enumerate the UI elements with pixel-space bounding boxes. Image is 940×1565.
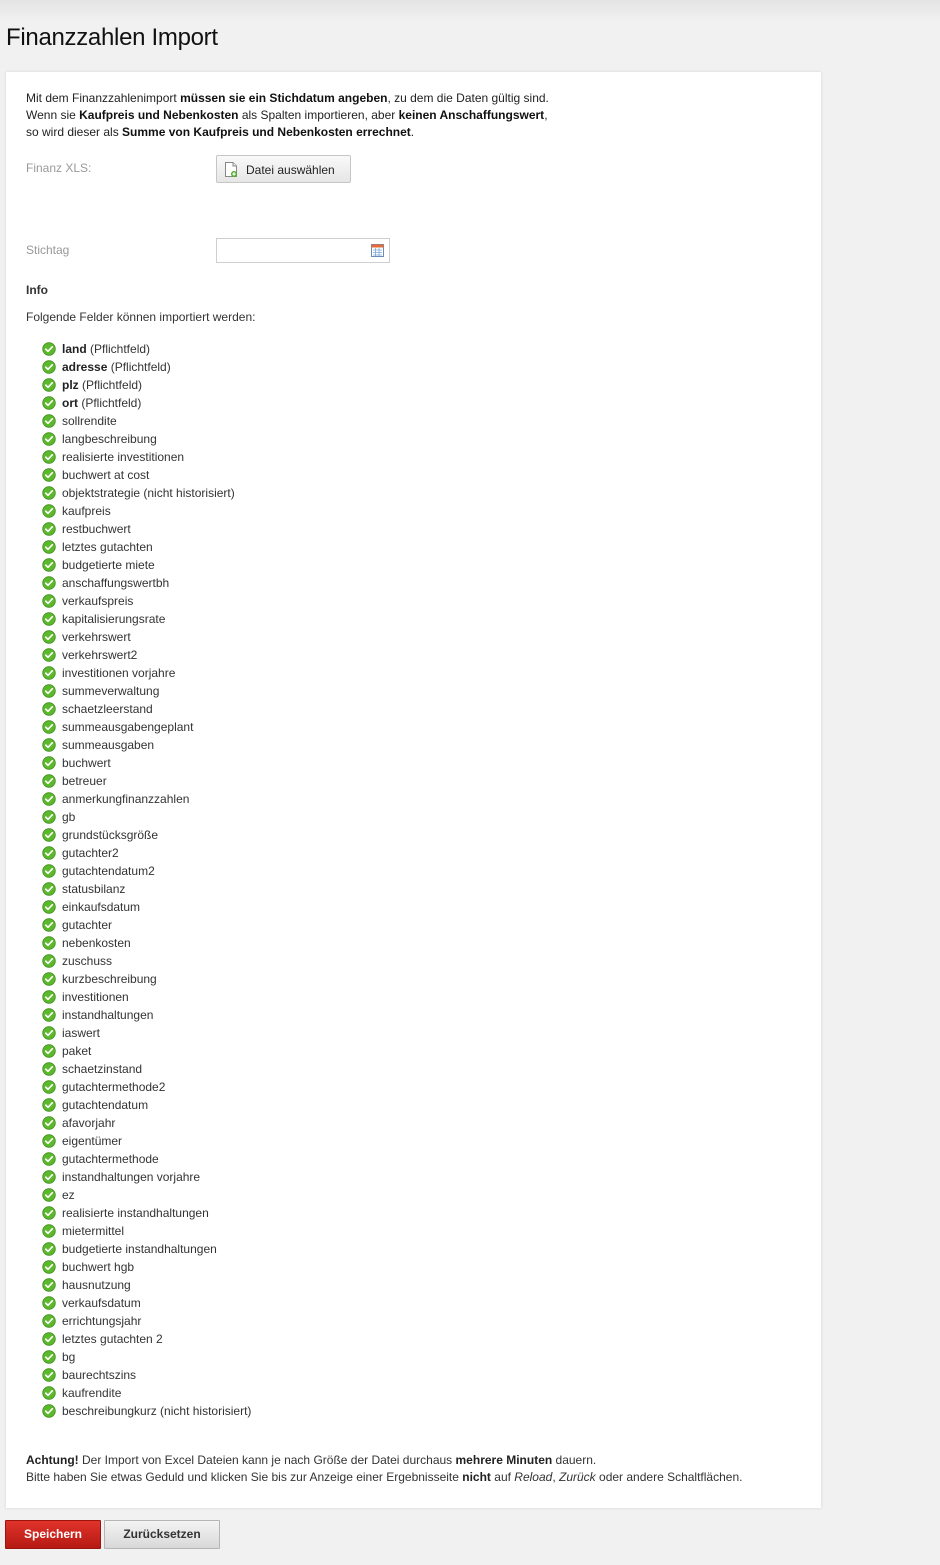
check-circle-icon <box>42 738 56 752</box>
field-item <box>42 718 251 736</box>
field-name: iaswert <box>62 1026 101 1040</box>
field-item <box>42 592 251 610</box>
field-item <box>42 1024 251 1042</box>
choose-file-label: Datei auswählen <box>246 163 335 177</box>
field-item <box>42 1366 251 1384</box>
check-circle-icon <box>42 378 56 392</box>
field-name: eigentümer <box>62 1134 123 1148</box>
date-label: Stichtag <box>26 243 70 257</box>
add-file-icon <box>225 162 237 177</box>
check-circle-icon <box>42 684 56 698</box>
field-name: baurechtszins <box>62 1368 137 1382</box>
field-name: restbuchwert <box>62 522 131 536</box>
field-item <box>42 556 251 574</box>
field-required-note: (Pflichtfeld) <box>78 396 142 410</box>
check-circle-icon <box>42 648 56 662</box>
field-name: kaufpreis <box>62 504 111 518</box>
field-item <box>42 1312 251 1330</box>
field-item <box>42 1078 251 1096</box>
field-item <box>42 1150 251 1168</box>
check-circle-icon <box>42 1350 56 1364</box>
field-item <box>42 934 251 952</box>
field-name: budgetierte instandhaltungen <box>62 1242 217 1256</box>
check-circle-icon <box>42 504 56 518</box>
check-circle-icon <box>42 414 56 428</box>
check-circle-icon <box>42 756 56 770</box>
field-name: gutachtermethode2 <box>62 1080 166 1094</box>
check-circle-icon <box>42 702 56 716</box>
check-circle-icon <box>42 450 56 464</box>
field-item <box>42 430 251 448</box>
check-circle-icon <box>42 1224 56 1238</box>
check-circle-icon <box>42 576 56 590</box>
field-name: letztes gutachten <box>62 540 153 554</box>
check-circle-icon <box>42 1278 56 1292</box>
field-item <box>42 1204 251 1222</box>
check-circle-icon <box>42 1044 56 1058</box>
field-item <box>42 1168 251 1186</box>
field-name: kurzbeschreibung <box>62 972 157 986</box>
field-name: verkaufsdatum <box>62 1296 141 1310</box>
check-circle-icon <box>42 972 56 986</box>
field-name: ez <box>62 1188 75 1202</box>
field-item <box>42 610 251 628</box>
choose-file-button[interactable] <box>216 155 351 183</box>
field-item <box>42 862 251 880</box>
field-item <box>42 772 251 790</box>
field-name: betreuer <box>62 774 107 788</box>
field-item <box>42 826 251 844</box>
field-name: verkaufspreis <box>62 594 134 608</box>
field-name: sollrendite <box>62 414 117 428</box>
field-item <box>42 376 251 394</box>
field-name: buchwert <box>62 756 111 770</box>
check-circle-icon <box>42 792 56 806</box>
check-circle-icon <box>42 936 56 950</box>
check-circle-icon <box>42 594 56 608</box>
check-circle-icon <box>42 1152 56 1166</box>
check-circle-icon <box>42 720 56 734</box>
check-circle-icon <box>42 1098 56 1112</box>
check-circle-icon <box>42 882 56 896</box>
field-name: realisierte investitionen <box>62 450 185 464</box>
field-required-note: (Pflichtfeld) <box>107 360 171 374</box>
field-name: realisierte instandhaltungen <box>62 1206 209 1220</box>
field-item <box>42 628 251 646</box>
field-name: mietermittel <box>62 1224 125 1238</box>
reset-button[interactable]: Zurücksetzen <box>104 1520 220 1549</box>
field-name: hausnutzung <box>62 1278 131 1292</box>
field-name: verkehrswert2 <box>62 648 138 662</box>
date-input[interactable] <box>220 240 364 263</box>
field-name: investitionen vorjahre <box>62 666 176 680</box>
field-name: verkehrswert <box>62 630 131 644</box>
check-circle-icon <box>42 1368 56 1382</box>
field-item <box>42 502 251 520</box>
check-circle-icon <box>42 630 56 644</box>
intro-line-2: Wenn sie Kaufpreis und Nebenkosten als Spalten importieren, aber keinen Anschaffungswert, <box>26 108 548 122</box>
field-name: summeausgabengeplant <box>62 720 194 734</box>
info-heading: Info <box>26 283 48 297</box>
file-label: Finanz XLS: <box>26 161 92 175</box>
field-name: nebenkosten <box>62 936 131 950</box>
field-name: schaetzinstand <box>62 1062 143 1076</box>
date-field <box>216 238 390 263</box>
save-button[interactable]: Speichern <box>5 1520 101 1549</box>
check-circle-icon <box>42 1008 56 1022</box>
field-item <box>42 358 251 376</box>
field-name: gutachter <box>62 918 113 932</box>
field-name: gutachtermethode <box>62 1152 159 1166</box>
field-name: langbeschreibung <box>62 432 157 446</box>
field-item <box>42 682 251 700</box>
field-name: schaetzleerstand <box>62 702 153 716</box>
check-circle-icon <box>42 918 56 932</box>
field-name: statusbilanz <box>62 882 126 896</box>
field-item <box>42 754 251 772</box>
field-item <box>42 970 251 988</box>
field-name: gb <box>62 810 76 824</box>
field-item <box>42 844 251 862</box>
field-name: budgetierte miete <box>62 558 155 572</box>
field-item <box>42 412 251 430</box>
field-item <box>42 808 251 826</box>
check-circle-icon <box>42 540 56 554</box>
field-item <box>42 664 251 682</box>
field-name: gutachtendatum2 <box>62 864 155 878</box>
check-circle-icon <box>42 846 56 860</box>
intro-line-3: so wird dieser als Summe von Kaufpreis und Nebenkosten errechnet. <box>26 125 415 139</box>
field-item <box>42 880 251 898</box>
field-item <box>42 646 251 664</box>
intro-line-1: Mit dem Finanzzahlenimport müssen sie ein Stichdatum angeben, zu dem die Daten gültig sind. <box>26 91 549 105</box>
check-circle-icon <box>42 1062 56 1076</box>
field-name: anschaffungswertbh <box>62 576 170 590</box>
field-name: afavorjahr <box>62 1116 116 1130</box>
field-name: einkaufsdatum <box>62 900 141 914</box>
intro-text <box>26 90 806 141</box>
field-item <box>42 520 251 538</box>
field-item <box>42 1060 251 1078</box>
field-name: summeausgaben <box>62 738 155 752</box>
field-item <box>42 484 251 502</box>
field-item <box>42 466 251 484</box>
check-circle-icon <box>42 666 56 680</box>
field-item <box>42 1096 251 1114</box>
field-item <box>42 916 251 934</box>
field-item <box>42 1402 251 1420</box>
field-item <box>42 1114 251 1132</box>
field-required-note: (Pflichtfeld) <box>86 342 151 356</box>
field-item <box>42 448 251 466</box>
field-name: bg <box>62 1350 76 1364</box>
field-name: investitionen <box>62 990 129 1004</box>
field-name: instandhaltungen vorjahre <box>62 1170 201 1184</box>
field-name: adresse <box>62 360 108 374</box>
warning-line-1: Achtung! Der Import von Excel Dateien kann je nach Größe der Datei durchaus mehrere Minuten dauern. <box>26 1453 597 1467</box>
field-name: plz <box>62 378 79 392</box>
check-circle-icon <box>42 774 56 788</box>
field-item <box>42 1222 251 1240</box>
check-circle-icon <box>42 828 56 842</box>
field-name: zuschuss <box>62 954 113 968</box>
field-item <box>42 340 251 358</box>
check-circle-icon <box>42 1296 56 1310</box>
check-circle-icon <box>42 1134 56 1148</box>
field-item <box>42 1330 251 1348</box>
check-circle-icon <box>42 864 56 878</box>
fields-intro: Folgende Felder können importiert werden: <box>26 310 256 324</box>
field-name: kaufrendite <box>62 1386 122 1400</box>
field-item <box>42 1186 251 1204</box>
field-item <box>42 574 251 592</box>
check-circle-icon <box>42 1188 56 1202</box>
field-item <box>42 988 251 1006</box>
check-circle-icon <box>42 1206 56 1220</box>
field-required-note: (Pflichtfeld) <box>78 378 143 392</box>
check-circle-icon <box>42 1026 56 1040</box>
field-name: gutachtendatum <box>62 1098 149 1112</box>
field-item <box>42 1276 251 1294</box>
field-item <box>42 1006 251 1024</box>
field-name: ort <box>62 396 78 410</box>
field-name: instandhaltungen <box>62 1008 154 1022</box>
warning-line-2: Bitte haben Sie etwas Geduld und klicken Sie bis zur Anzeige einer Ergebnisseite nicht auf Reload, Zurück oder andere Schaltflächen. <box>26 1470 743 1484</box>
check-circle-icon <box>42 1080 56 1094</box>
check-circle-icon <box>42 1332 56 1346</box>
check-circle-icon <box>42 1242 56 1256</box>
field-name: objektstrategie (nicht historisiert) <box>62 486 235 500</box>
field-item <box>42 1240 251 1258</box>
field-item <box>42 538 251 556</box>
field-item <box>42 898 251 916</box>
field-item <box>42 1384 251 1402</box>
field-item <box>42 790 251 808</box>
check-circle-icon <box>42 1170 56 1184</box>
field-name: summeverwaltung <box>62 684 160 698</box>
field-name: kapitalisierungsrate <box>62 612 166 626</box>
check-circle-icon <box>42 1386 56 1400</box>
field-name: land <box>62 342 87 356</box>
check-circle-icon <box>42 954 56 968</box>
field-name: errichtungsjahr <box>62 1314 142 1328</box>
field-item <box>42 1348 251 1366</box>
calendar-icon[interactable] <box>371 244 384 257</box>
field-item <box>42 1258 251 1276</box>
check-circle-icon <box>42 900 56 914</box>
check-circle-icon <box>42 1260 56 1274</box>
importable-fields-list <box>42 340 251 1420</box>
check-circle-icon <box>42 1116 56 1130</box>
check-circle-icon <box>42 522 56 536</box>
check-circle-icon <box>42 360 56 374</box>
field-name: beschreibungkurz (nicht historisiert) <box>62 1404 252 1418</box>
check-circle-icon <box>42 486 56 500</box>
check-circle-icon <box>42 396 56 410</box>
check-circle-icon <box>42 468 56 482</box>
check-circle-icon <box>42 432 56 446</box>
field-item <box>42 700 251 718</box>
check-circle-icon <box>42 1404 56 1418</box>
check-circle-icon <box>42 558 56 572</box>
warning-text <box>26 1452 816 1486</box>
page-title: Finanzzahlen Import <box>6 24 218 51</box>
field-item <box>42 1132 251 1150</box>
field-item <box>42 1294 251 1312</box>
field-name: grundstücksgröße <box>62 828 159 842</box>
field-name: buchwert at cost <box>62 468 150 482</box>
check-circle-icon <box>42 810 56 824</box>
check-circle-icon <box>42 612 56 626</box>
top-bar <box>0 0 940 22</box>
check-circle-icon <box>42 1314 56 1328</box>
field-item <box>42 394 251 412</box>
field-name: anmerkungfinanzzahlen <box>62 792 190 806</box>
check-circle-icon <box>42 990 56 1004</box>
field-item <box>42 1042 251 1060</box>
field-name: letztes gutachten 2 <box>62 1332 163 1346</box>
field-name: buchwert hgb <box>62 1260 135 1274</box>
import-panel <box>6 72 821 1508</box>
check-circle-icon <box>42 342 56 356</box>
field-name: gutachter2 <box>62 846 119 860</box>
field-item <box>42 736 251 754</box>
field-name: paket <box>62 1044 92 1058</box>
field-item <box>42 952 251 970</box>
